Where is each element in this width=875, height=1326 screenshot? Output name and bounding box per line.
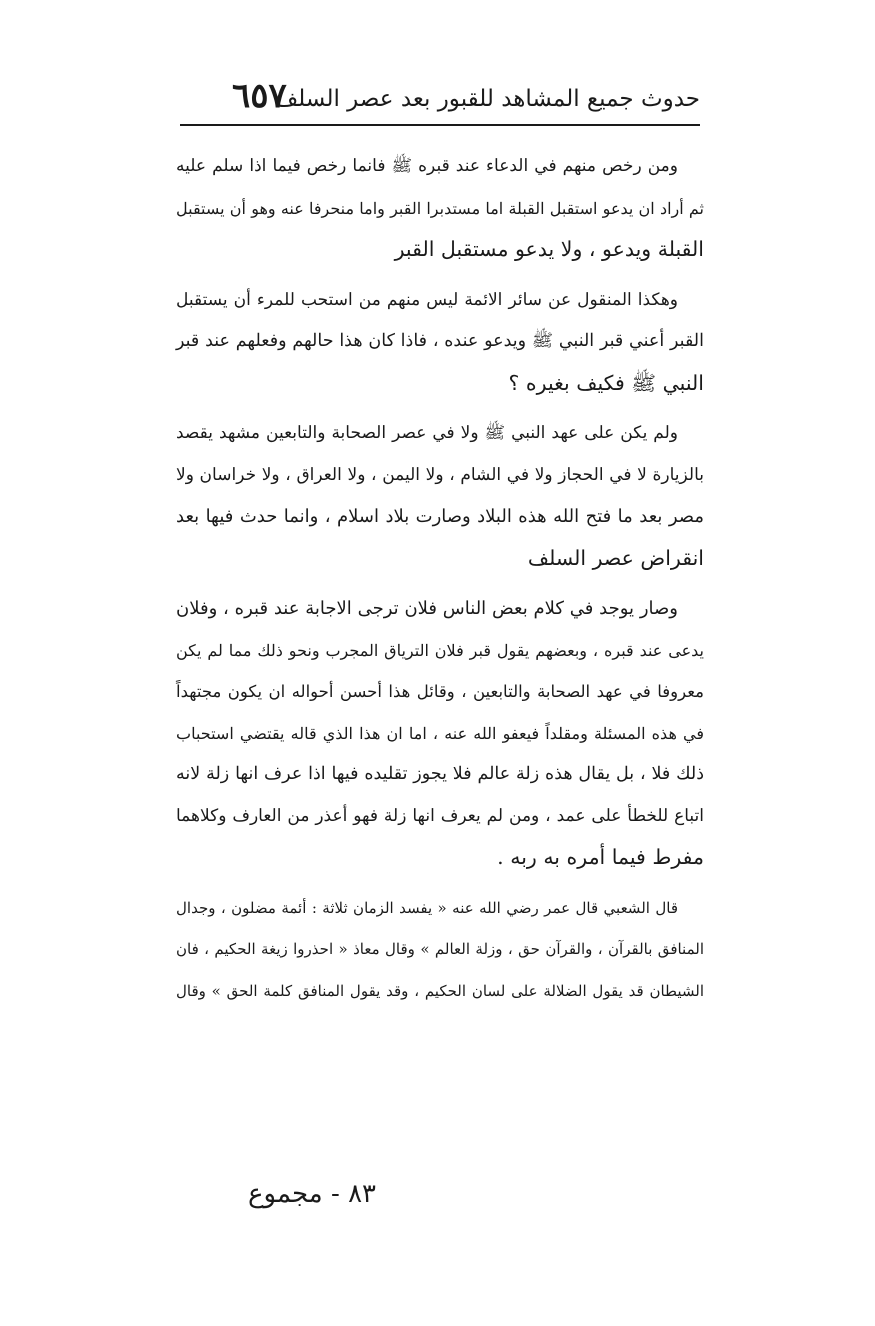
text-line: معروفا في عهد الصحابة والتابعين ، وقائل هذا أحسن أحواله ان يكون مجتهداً	[176, 682, 704, 701]
paragraph	[176, 888, 704, 1013]
running-header	[180, 78, 700, 124]
text-line: وهكذا المنقول عن سائر الائمة ليس منهم من استحب للمرء أن يستقبل	[176, 289, 678, 310]
text-line: الشيطان قد يقول الضلالة على لسان الحكيم ، وقد يقول المنافق كلمة الحق » وقال	[176, 981, 704, 1000]
text-line: يدعى عند قبره ، وبعضهم يقول قبر فلان الترياق المجرب ونحو ذلك مما لم يكن	[176, 640, 704, 660]
text-line: ولم يكن على عهد النبي ﷺ ولا في عصر الصحابة والتابعين مشهد يقصد	[176, 423, 678, 443]
header-rule	[180, 124, 700, 126]
paragraph	[176, 588, 704, 879]
text-line: ذلك فلا ، بل يقال هذه زلة عالم فلا يجوز تقليده فيها اذا عرف انها زلة لانه	[176, 764, 704, 784]
text-line: اتباع للخطأ على عمد ، ومن لم يعرف انها زلة فهو أعذر من العارف وكلاهما	[176, 805, 704, 826]
text-line: القبلة ويدعو ، ولا يدعو مستقبل القبر	[394, 237, 704, 261]
text-line: مفرط فيما أمره به ربه .	[497, 845, 704, 869]
text-line: القبر أعني قبر النبي ﷺ ويدعو عنده ، فاذا كان هذا حالهم وفعلهم عند قبر	[176, 331, 704, 351]
text-line: انقراض عصر السلف	[527, 545, 704, 570]
text-line: قال الشعبي قال عمر رضي الله عنه « يفسد الزمان ثلاثة : أئمة مضلون ، وجدال	[176, 898, 678, 917]
body-text	[176, 146, 704, 1021]
text-line: ثم أراد ان يدعو استقبل القبلة اما مستدبرا القبر واما منحرفا عنه وهو أن يستقبل	[176, 198, 704, 218]
paragraph	[176, 280, 704, 405]
paragraph	[176, 413, 704, 579]
text-line: ومن رخص منهم في الدعاء عند قبره ﷺ فانما رخص فيما اذا سلم عليه	[176, 156, 678, 176]
text-line: بالزيارة لا في الحجاز ولا في الشام ، ولا اليمن ، ولا العراق ، ولا خراسان ولا	[176, 464, 704, 485]
running-header-title: حدوث جميع المشاهد للقبور بعد عصر السلف	[274, 86, 700, 112]
signature-mark: ٨٣ - مجموع	[248, 1179, 376, 1209]
text-line: المنافق بالقرآن ، والقرآن حق ، وزلة العالم » وقال معاذ « احذروا زيغة الحكيم ، فان	[176, 940, 704, 958]
text-line: مصر بعد ما فتح الله هذه البلاد وصارت بلاد اسلام ، وانما حدث فيها بعد	[176, 506, 704, 527]
paragraph	[176, 146, 704, 271]
text-line: في هذه المسئلة ومقلداً فيعفو الله عنه ، اما ان هذا الذي قاله يقتضي استحباب	[176, 723, 705, 743]
page-number: ٦٥٧	[232, 76, 287, 116]
text-line: وصار يوجد في كلام بعض الناس فلان ترجى الاجابة عند قبره ، وفلان	[176, 598, 678, 619]
text-line: النبي ﷺ فكيف بغيره ؟	[508, 370, 704, 395]
